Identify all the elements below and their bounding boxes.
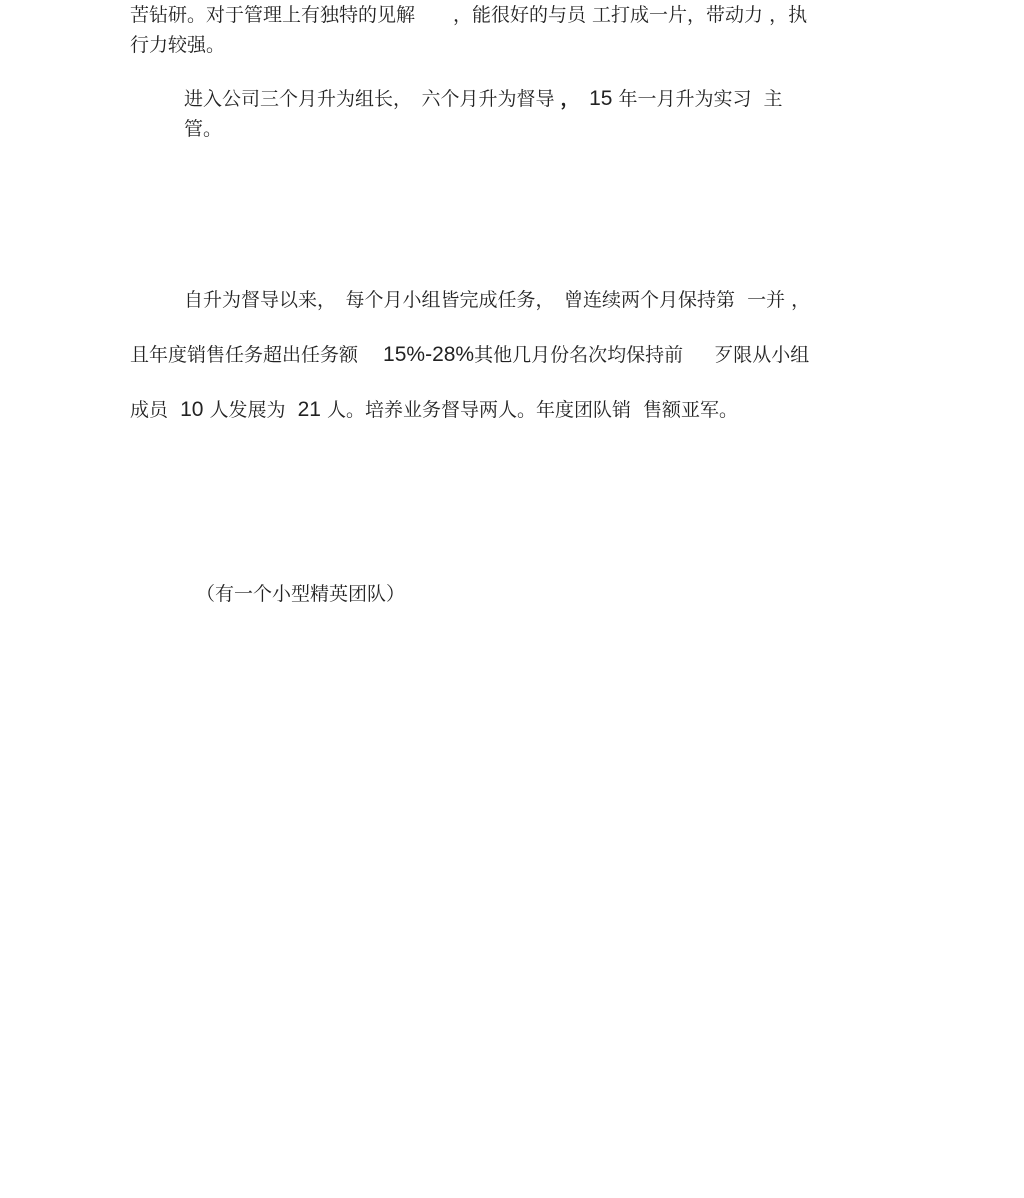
caption-text: [196, 582, 405, 606]
text-segment: 其他几月份名次均保持前 歹限从小组: [474, 344, 810, 366]
text-segment: 行力较强。: [130, 34, 226, 56]
paragraph-line: [184, 288, 810, 312]
paragraph-line: [184, 117, 222, 141]
text-segment: 且年度销售任务超出任务额: [130, 344, 384, 366]
paragraph-line: [184, 87, 783, 111]
text-segment: [570, 88, 589, 110]
text-segment: 成员: [130, 399, 181, 421]
text-segment: 自升为督导以来， 每个月小组皆完成任务， 曾连续两个月保持第 一并 ，: [184, 289, 811, 311]
number-text: 21: [297, 398, 321, 421]
text-segment: 年一月升为实习 主: [612, 88, 783, 110]
text-segment: 管。: [184, 118, 223, 140]
paragraph-line: [130, 343, 809, 367]
percentage-text: 15%-28%: [383, 343, 475, 366]
number-text: 15: [589, 87, 613, 110]
text-segment: 进入公司三个月升为组长， 六个月升为督导: [184, 88, 561, 110]
paragraph-line: [130, 3, 807, 27]
text-segment: 苦钻研。对于管理上有独特的见解 ，能很好的与员 工打成一片，带动力 ，执: [130, 4, 808, 26]
number-text: 10: [180, 398, 204, 421]
text-segment: ，: [560, 88, 571, 110]
paragraph-line: [130, 33, 225, 57]
text-segment: （有一个小型精英团队）: [196, 583, 406, 605]
text-segment: 人。培养业务督导两人。年度团队销 售额亚军。: [320, 399, 739, 421]
text-segment: 人发展为: [203, 399, 298, 421]
paragraph-line: [130, 398, 738, 422]
